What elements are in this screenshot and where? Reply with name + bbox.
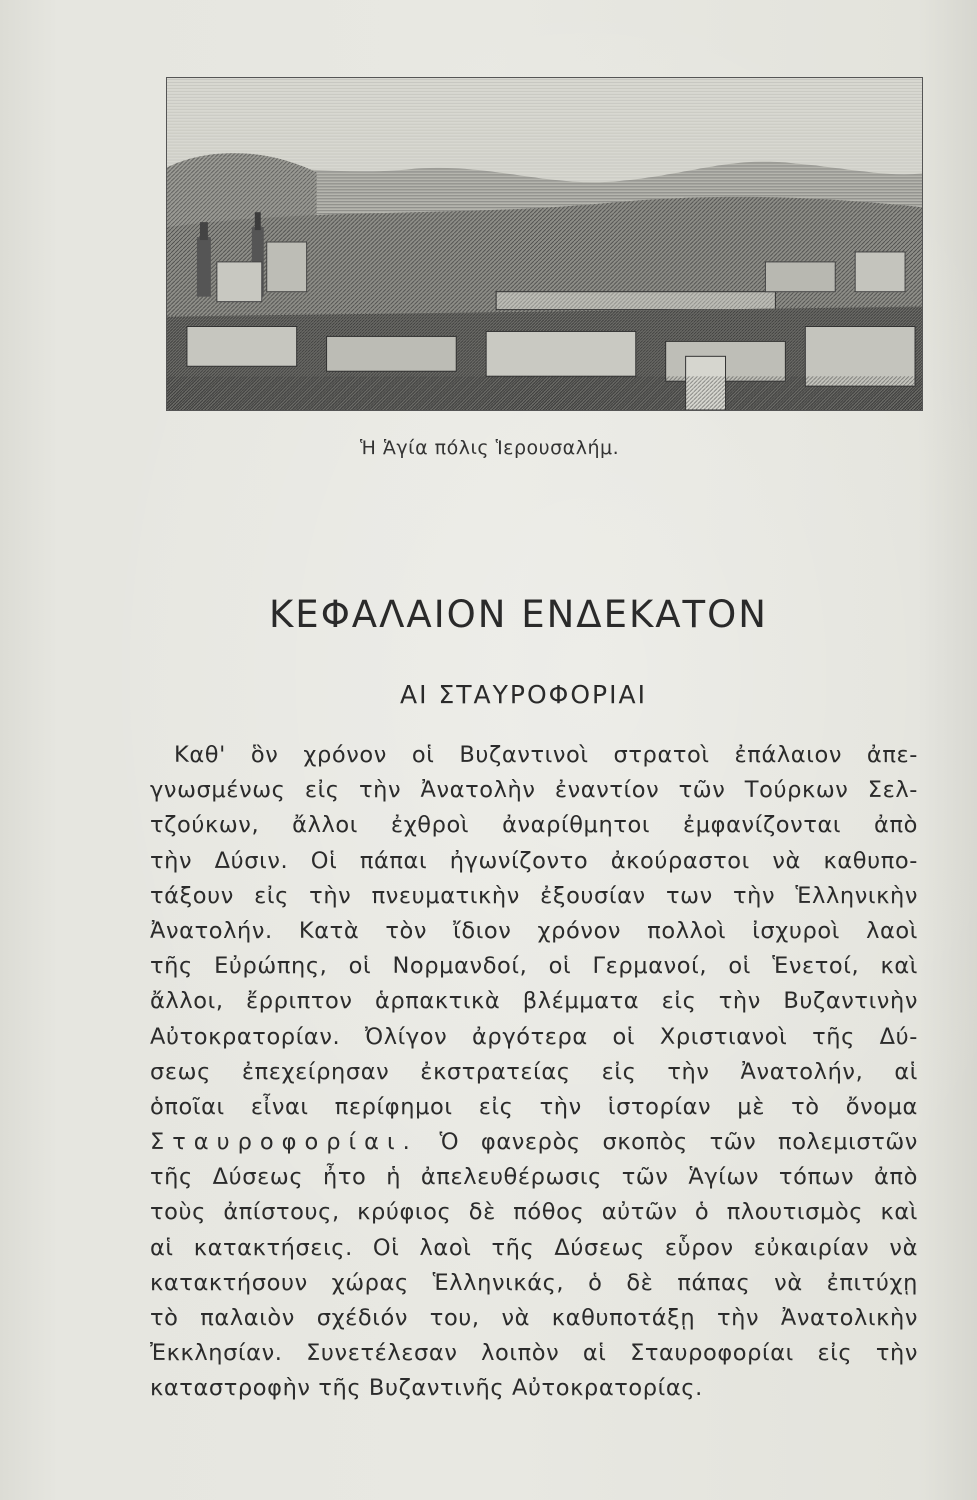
text-line: κατακτήσουν χώρας Ἑλληνικάς, ὁ δὲ πάπας νὰ ἐπιτύχῃ xyxy=(150,1269,918,1296)
spaced-term: Σταυροφορίαι. xyxy=(150,1129,418,1156)
text-line: Αὐτοκρατορίαν. Ὀλίγον ἀργότερα οἱ Χριστιανοὶ τῆς Δύ- xyxy=(150,1023,918,1050)
text-line: τοὺς ἀπίστους, κρύφιος δὲ πόθος αὐτῶν ὁ πλουτισμὸς καὶ xyxy=(150,1199,918,1226)
text-line: ὁποῖαι εἶναι περίφημοι εἰς τὴν ἱστορίαν μὲ τὸ ὄνομα xyxy=(150,1093,918,1120)
text-line: γνωσμένως εἰς τὴν Ἀνατολὴν ἐναντίον τῶν Τούρκων Σελ- xyxy=(150,777,918,804)
text-line: Καθ' ὃν χρόνον οἱ Βυζαντινοὶ στρατοὶ ἐπάλαιον ἀπε- xyxy=(174,742,918,768)
text-line: τὸ παλαιὸν σχέδιόν του, νὰ καθυποτάξῃ τὴν Ἀνατολικὴν xyxy=(150,1305,918,1331)
chapter-title: ΚΕΦΑΛΑΙΟΝ ΕΝΔΕΚΑΤΟΝ xyxy=(269,593,768,636)
text-line-rest: Ὁ φανερὸς σκοπὸς τῶν πολεμιστῶν xyxy=(439,1129,918,1156)
text-line: Ἀνατολήν. Κατὰ τὸν ἴδιον χρόνον πολλοὶ ἰσχυροὶ λαοὶ xyxy=(150,917,918,944)
figure-caption: Ἡ Ἁγία πόλις Ἱερουσαλήμ. xyxy=(360,437,620,459)
text-line: τῆς Εὐρώπης, οἱ Νορμανδοί, οἱ Γερμανοί, οἱ Ἑνετοί, καὶ xyxy=(150,953,918,980)
cityscape-illustration xyxy=(167,78,922,410)
text-line: τζούκων, ἄλλοι ἐχθροὶ ἀναρίθμητοι ἐμφανίζονται ἀπὸ xyxy=(150,812,918,839)
text-line: σεως ἐπεχείρησαν ἐκστρατείας εἰς τὴν Ἀνατολήν, αἱ xyxy=(150,1058,918,1085)
text-line: τῆς Δύσεως ἦτο ἡ ἀπελευθέρωσις τῶν Ἁγίων τόπων ἀπὸ xyxy=(150,1164,918,1191)
text-line: Ἐκκλησίαν. Συνετέλεσαν λοιπὸν αἱ Σταυροφορίαι εἰς τὴν xyxy=(150,1340,918,1367)
text-line: καταστροφὴν τῆς Βυζαντινῆς Αὐτοκρατορίας. xyxy=(150,1375,703,1402)
text-line: τάξουν εἰς τὴν πνευματικὴν ἐξουσίαν των τὴν Ἑλληνικὴν xyxy=(150,882,918,909)
text-line: αἱ κατακτήσεις. Οἱ λαοὶ τῆς Δύσεως εὗρον εὐκαιρίαν νὰ xyxy=(150,1234,918,1261)
text-line: τὴν Δύσιν. Οἱ πάπαι ἠγωνίζοντο ἀκούραστοι νὰ καθυπο- xyxy=(150,847,918,874)
jerusalem-engraving xyxy=(166,77,923,411)
text-line: ἄλλοι, ἔρριπτον ἁρπακτικὰ βλέμματα εἰς τὴν Βυζαντινὴν xyxy=(150,988,918,1015)
section-title: ΑΙ ΣΤΑΥΡΟΦΟΡΙΑΙ xyxy=(400,680,647,709)
text-line xyxy=(150,1125,918,1160)
body-paragraph xyxy=(150,738,918,1407)
